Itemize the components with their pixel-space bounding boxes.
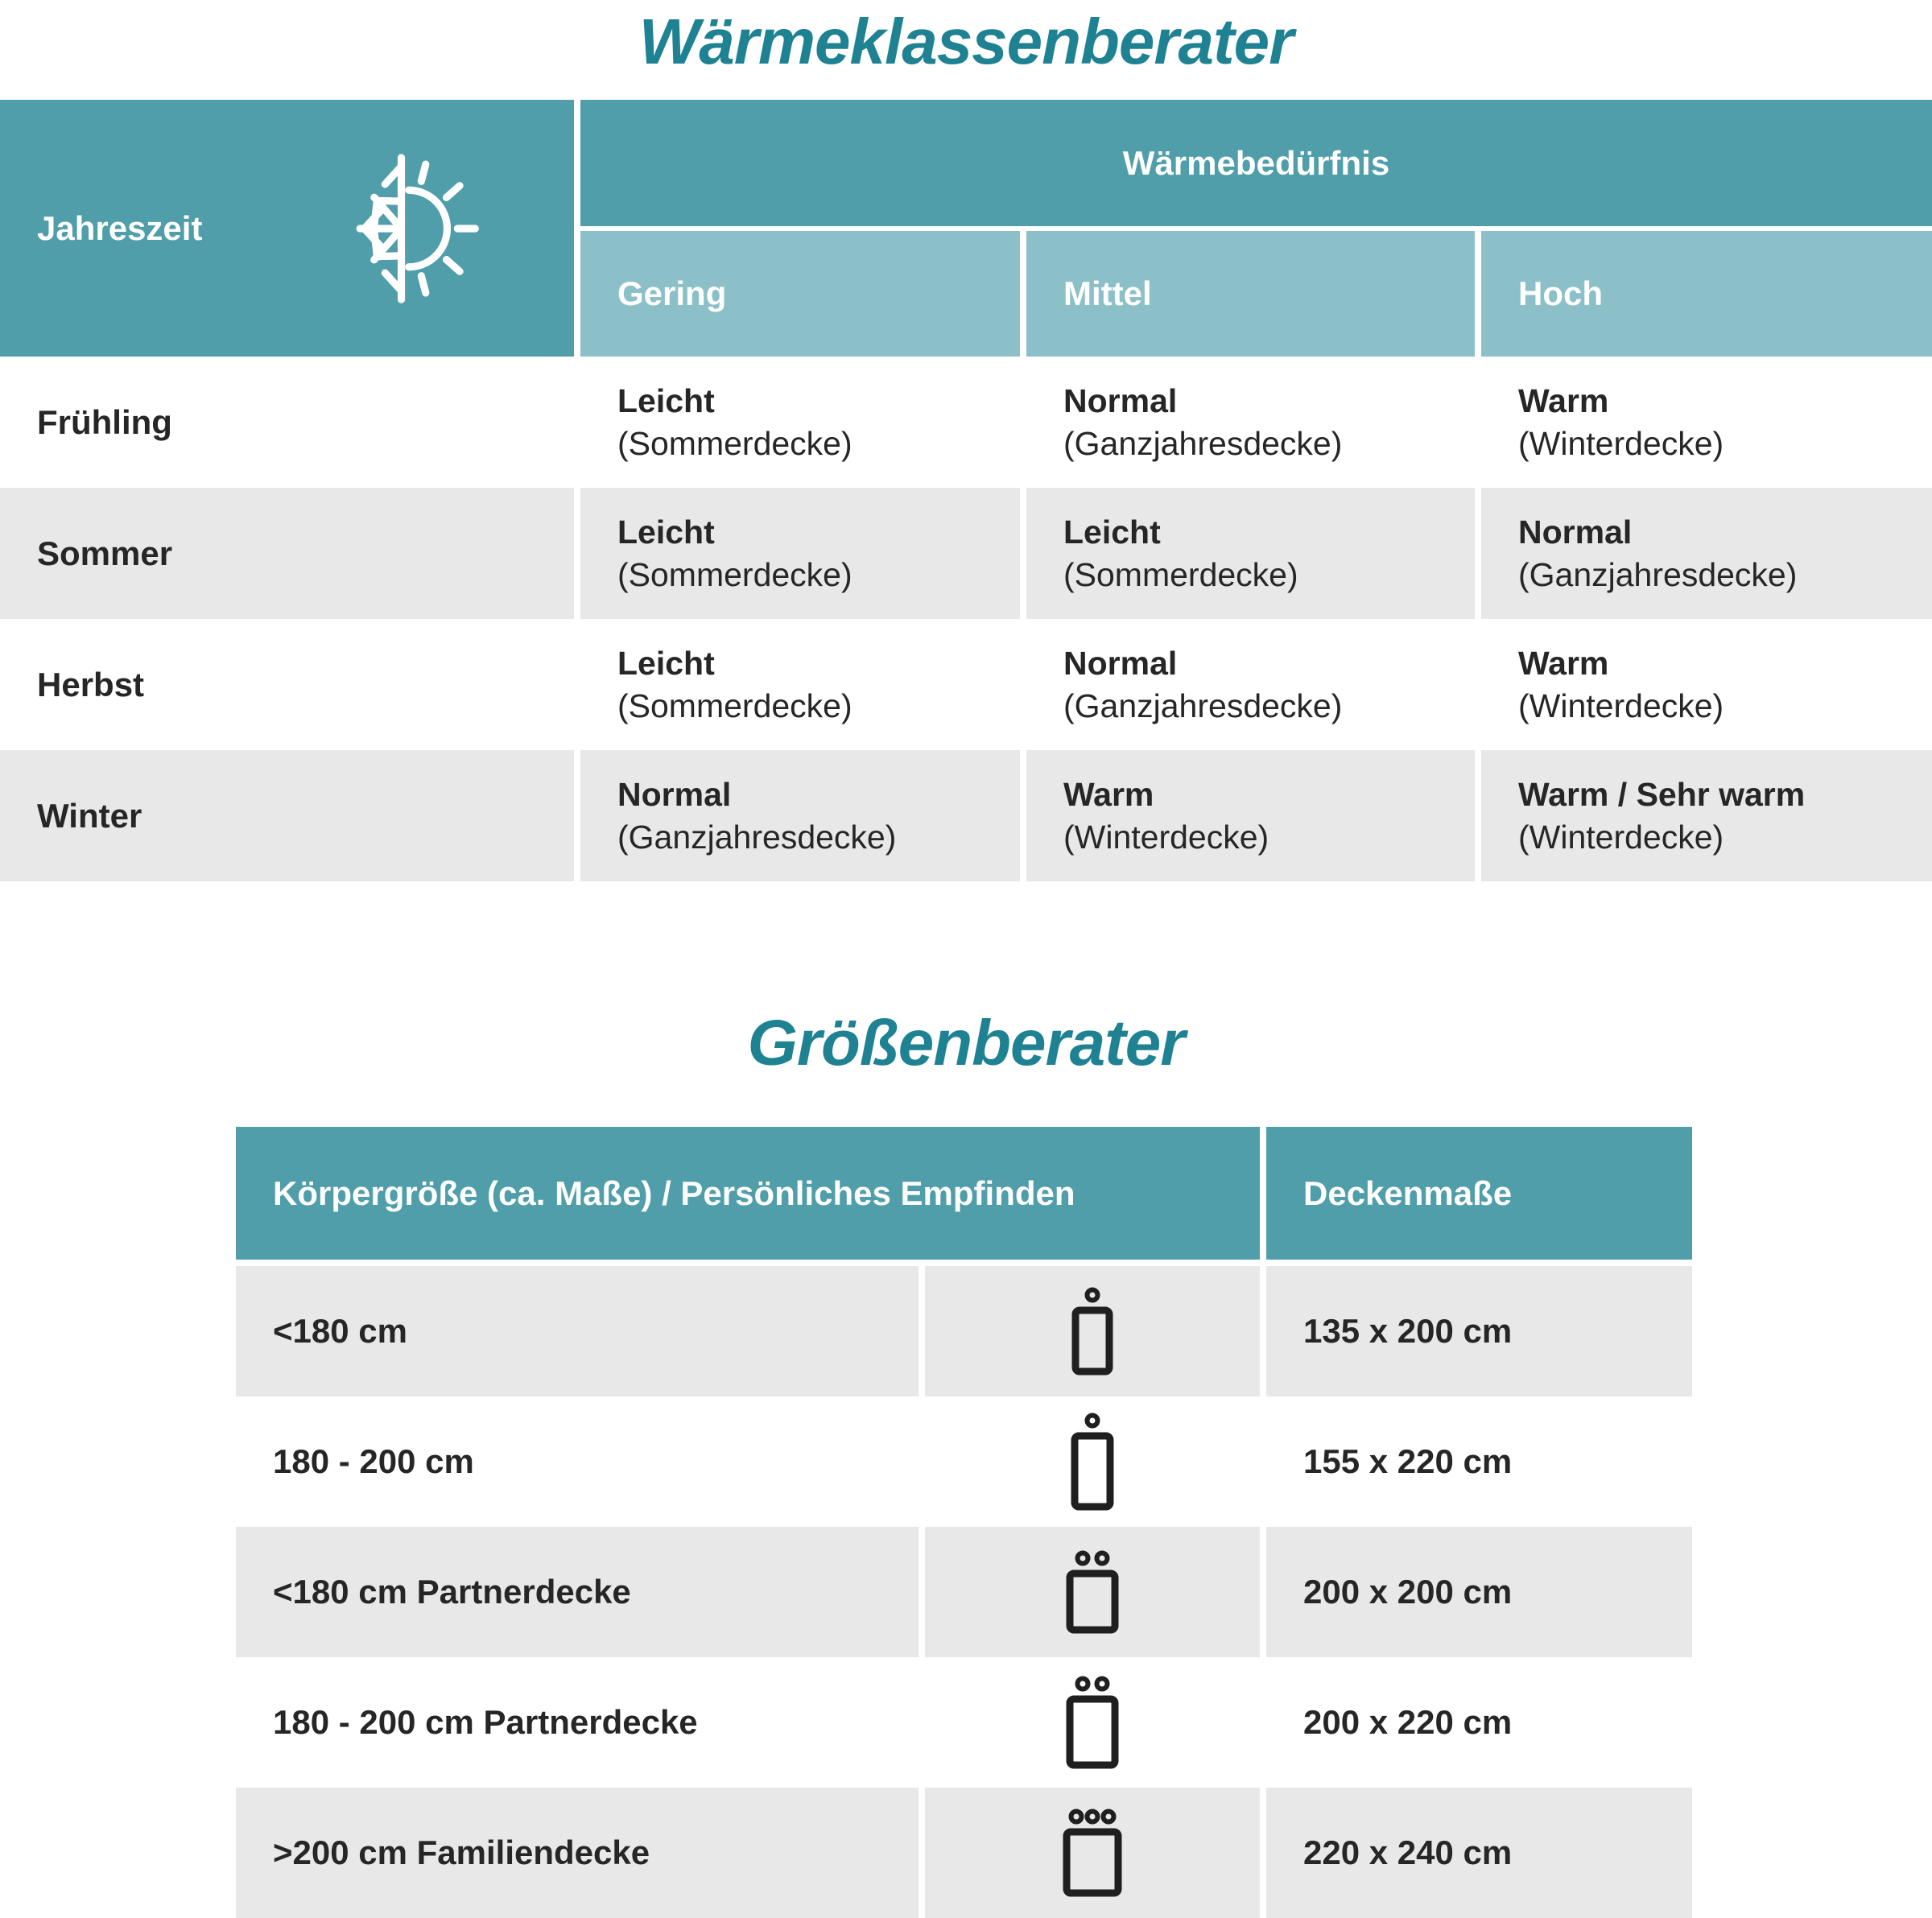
warmth-level: Warm xyxy=(1518,644,1609,682)
warmth-level: Leicht xyxy=(1063,513,1161,551)
warmth-level: Leicht xyxy=(617,513,715,551)
season-label-winter: Winter xyxy=(0,750,574,881)
warmth-level: Warm xyxy=(1063,775,1154,813)
cell-sommer-mittel xyxy=(1026,488,1475,619)
header-deckenmasse: Deckenmaße xyxy=(1266,1127,1692,1266)
size-row-label: <180 cm Partnerdecke xyxy=(236,1527,919,1657)
column-header-hoch: Hoch xyxy=(1481,231,1932,357)
blanket-2-persons-icon xyxy=(1059,1549,1126,1635)
blanket-type: (Winterdecke) xyxy=(1518,687,1724,724)
size-table xyxy=(236,1127,1692,1918)
blanket-size: 155 x 220 cm xyxy=(1266,1396,1692,1527)
cell-sommer-hoch xyxy=(1481,488,1932,619)
blanket-2-persons-tall-icon xyxy=(1059,1675,1126,1770)
header-koerpergroesse: Körpergröße (ca. Maße) / Persönliches Empfinden xyxy=(236,1127,1260,1266)
icon-cell xyxy=(925,1396,1260,1527)
blanket-type: (Sommerdecke) xyxy=(617,555,852,593)
blanket-type: (Winterdecke) xyxy=(1518,818,1724,856)
cell-fruehling-mittel xyxy=(1026,357,1475,488)
blanket-type: (Ganzjahresdecke) xyxy=(1063,424,1343,462)
cell-winter-gering xyxy=(580,750,1020,881)
blanket-3-persons-icon xyxy=(1059,1808,1126,1898)
blanket-type: (Sommerdecke) xyxy=(617,424,852,462)
cell-fruehling-gering xyxy=(580,357,1020,488)
blanket-size: 135 x 200 cm xyxy=(1266,1266,1692,1396)
blanket-1-person-tall-icon xyxy=(1059,1412,1126,1512)
snowflake-sun-icon xyxy=(342,147,479,310)
corner-header-jahreszeit xyxy=(0,100,574,357)
size-row-label: 180 - 200 cm xyxy=(236,1396,919,1527)
blanket-type: (Ganzjahresdecke) xyxy=(1063,687,1343,724)
cell-fruehling-hoch xyxy=(1481,357,1932,488)
size-row-label: <180 cm xyxy=(236,1266,919,1396)
icon-cell xyxy=(925,1266,1260,1396)
warmth-level: Leicht xyxy=(617,644,715,682)
warmth-level: Leicht xyxy=(617,382,715,419)
season-label-fruehling: Frühling xyxy=(0,357,574,488)
cell-herbst-mittel xyxy=(1026,619,1475,750)
blanket-1-person-icon xyxy=(1059,1286,1126,1376)
column-header-mittel: Mittel xyxy=(1026,231,1475,357)
icon-cell xyxy=(925,1527,1260,1657)
cell-winter-mittel xyxy=(1026,750,1475,881)
group-header-waermebeduerfnis: Wärmebedürfnis xyxy=(580,100,1932,231)
blanket-type: (Winterdecke) xyxy=(1518,424,1724,462)
blanket-type: (Sommerdecke) xyxy=(617,687,852,724)
size-row-label: >200 cm Familiendecke xyxy=(236,1788,919,1918)
cell-herbst-hoch xyxy=(1481,619,1932,750)
blanket-type: (Winterdecke) xyxy=(1063,818,1269,856)
warmth-table xyxy=(0,100,1932,881)
warmth-table-title: Wärmeklassenberater xyxy=(638,6,1294,77)
size-row-label: 180 - 200 cm Partnerdecke xyxy=(236,1657,919,1788)
size-table-title: Größenberater xyxy=(747,1007,1185,1079)
warmth-level: Normal xyxy=(1063,644,1178,682)
icon-cell xyxy=(925,1657,1260,1788)
blanket-size: 200 x 220 cm xyxy=(1266,1657,1692,1788)
season-label-herbst: Herbst xyxy=(0,619,574,750)
blanket-size: 200 x 200 cm xyxy=(1266,1527,1692,1657)
cell-sommer-gering xyxy=(580,488,1020,619)
blanket-size: 220 x 240 cm xyxy=(1266,1788,1692,1918)
warmth-level: Normal xyxy=(1518,513,1633,551)
icon-cell xyxy=(925,1788,1260,1918)
cell-herbst-gering xyxy=(580,619,1020,750)
jahreszeit-label: Jahreszeit xyxy=(37,208,203,247)
column-header-gering: Gering xyxy=(580,231,1020,357)
warmth-level: Normal xyxy=(1063,382,1178,419)
warmth-level: Normal xyxy=(617,775,732,813)
blanket-type: (Ganzjahresdecke) xyxy=(1518,555,1798,593)
warmth-level: Warm / Sehr warm xyxy=(1518,775,1806,813)
season-label-sommer: Sommer xyxy=(0,488,574,619)
blanket-type: (Sommerdecke) xyxy=(1063,555,1298,593)
cell-winter-hoch xyxy=(1481,750,1932,881)
warmth-level: Warm xyxy=(1518,382,1609,419)
blanket-type: (Ganzjahresdecke) xyxy=(617,818,897,856)
